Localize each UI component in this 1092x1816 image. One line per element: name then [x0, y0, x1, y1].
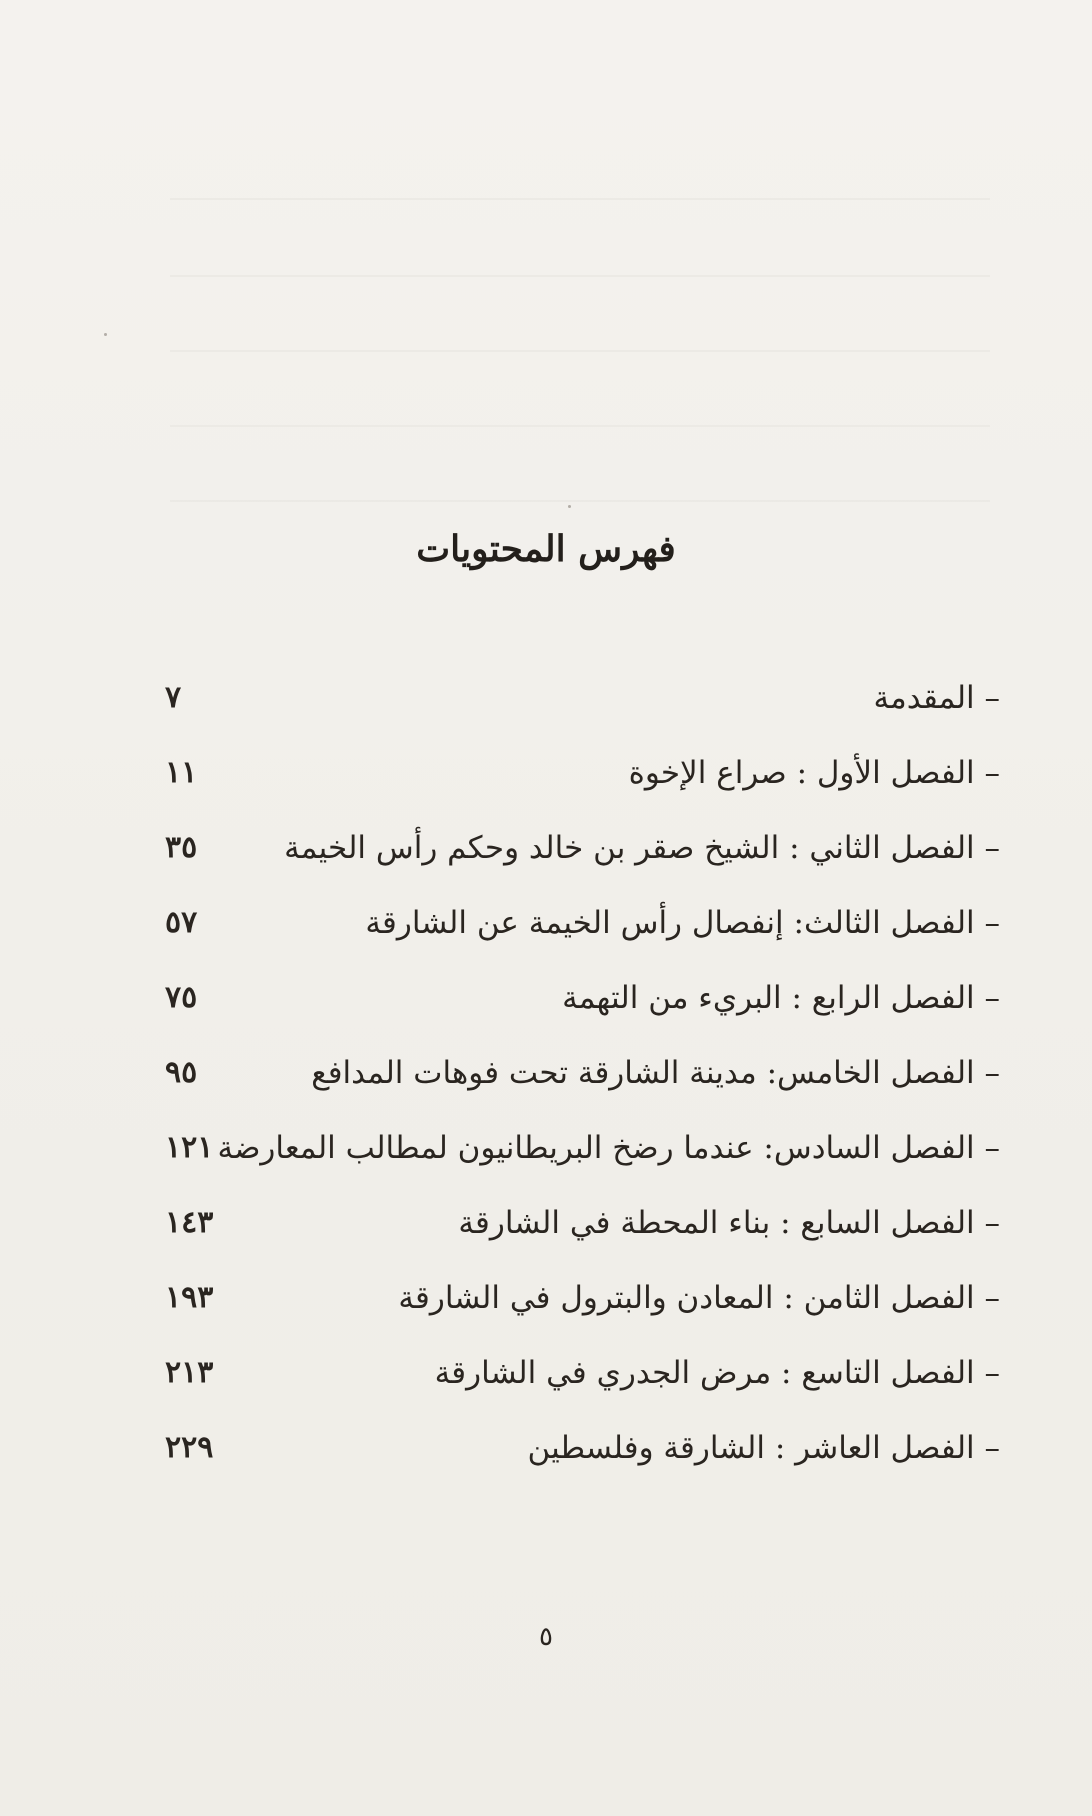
paper-speck — [104, 333, 107, 336]
toc-entry-title: – الفصل السابع : بناء المحطة في الشارقة — [458, 1205, 1000, 1241]
bleed-through-line — [170, 198, 990, 200]
table-of-contents — [165, 680, 1000, 1505]
toc-entry-title: – المقدمة — [873, 680, 1000, 716]
toc-entry — [165, 680, 1000, 755]
toc-entry — [165, 1205, 1000, 1280]
page-folio-number: ٥ — [539, 1622, 553, 1652]
page-title: فهرس المحتويات — [416, 528, 676, 570]
toc-entry-title: – الفصل العاشر : الشارقة وفلسطين — [527, 1430, 1000, 1466]
bleed-through-line — [170, 425, 990, 427]
bleed-through-line — [170, 500, 990, 502]
toc-entry-page-number: ٧ — [165, 680, 182, 715]
toc-entry-title: – الفصل الخامس: مدينة الشارقة تحت فوهات المدافع — [311, 1055, 1000, 1091]
toc-entry — [165, 1130, 1000, 1205]
toc-entry-title: – الفصل الثالث: إنفصال رأس الخيمة عن الشارقة — [365, 905, 1000, 941]
bleed-through-line — [170, 350, 990, 352]
toc-entry-page-number: ١٩٣ — [165, 1280, 214, 1315]
toc-entry-page-number: ١٢١ — [165, 1130, 214, 1165]
toc-entry-page-number: ٧٥ — [165, 980, 198, 1015]
toc-entry — [165, 1355, 1000, 1430]
toc-entry-page-number: ٩٥ — [165, 1055, 198, 1090]
paper-speck — [568, 505, 571, 508]
toc-entry-title: – الفصل السادس: عندما رضخ البريطانيون لمطالب المعارضة — [217, 1130, 1000, 1166]
toc-entry — [165, 980, 1000, 1055]
toc-entry-page-number: ١١ — [165, 755, 198, 790]
toc-entry — [165, 755, 1000, 830]
bleed-through-line — [170, 275, 990, 277]
toc-entry — [165, 1430, 1000, 1505]
toc-entry-title: – الفصل الأول : صراع الإخوة — [628, 755, 1000, 791]
toc-entry-title: – الفصل التاسع : مرض الجدري في الشارقة — [434, 1355, 1000, 1391]
toc-entry-page-number: ١٤٣ — [165, 1205, 214, 1240]
toc-entry-page-number: ٢٢٩ — [165, 1430, 214, 1465]
toc-entry-page-number: ٣٥ — [165, 830, 198, 865]
toc-entry — [165, 905, 1000, 980]
toc-entry — [165, 830, 1000, 905]
toc-entry-page-number: ٢١٣ — [165, 1355, 214, 1390]
toc-entry-title: – الفصل الثاني : الشيخ صقر بن خالد وحكم رأس الخيمة — [284, 830, 1000, 866]
toc-entry-title: – الفصل الثامن : المعادن والبترول في الشارقة — [398, 1280, 1000, 1316]
toc-entry-title: – الفصل الرابع : البريء من التهمة — [562, 980, 1000, 1016]
toc-entry-page-number: ٥٧ — [165, 905, 198, 940]
toc-entry — [165, 1280, 1000, 1355]
toc-entry — [165, 1055, 1000, 1130]
